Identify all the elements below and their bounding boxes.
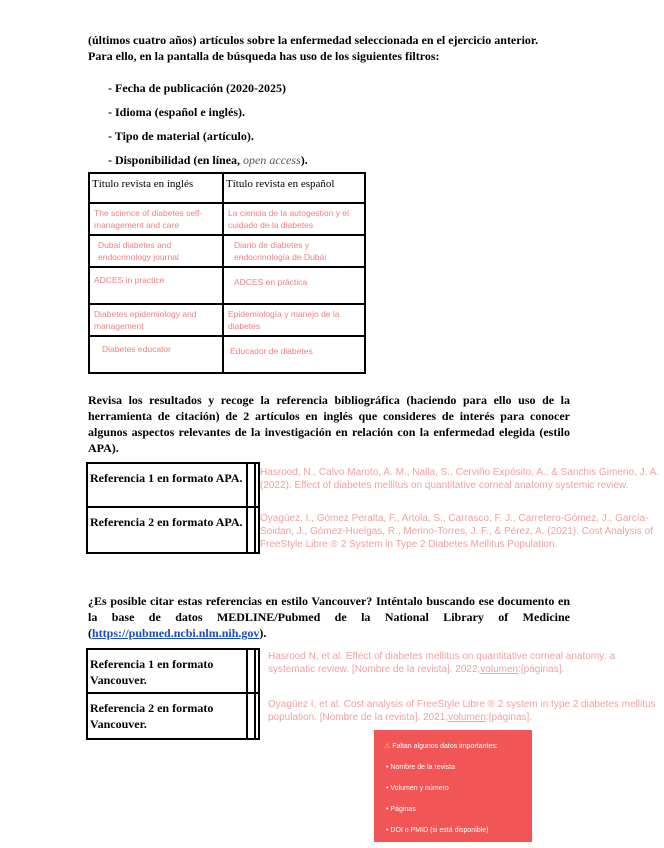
warning-item: • Páginas [386,806,416,813]
pubmed-link[interactable]: https://pubmed.ncbi.nlm.nih.gov [92,626,260,640]
vancouver-instructions: ¿Es posible citar estas referencias en estilo Vancouver? Inténtalo buscando ese documento en la base de datos MEDLINE/Pubmed de la National Library of Medicine (https://pubmed.ncbi.nlm.nih.gov). [88,594,570,640]
apa-ref-1-label: Referencia 1 en formato APA. [90,471,243,485]
column-divider [246,650,256,692]
warning-item: • DOI o PMID (si está disponible) [386,827,489,834]
journal-en: Diabetes educator [89,336,223,373]
table-row [89,203,365,235]
apa-ref-1-row [88,464,258,508]
table-row [89,267,365,304]
journal-es: Diario de diabetes y endocrinología de Dubái [223,235,365,267]
warning-item: • Nombre de la revista [386,764,455,771]
journal-en: Diabetes epidemiology and management [89,304,223,336]
column-divider [246,694,256,738]
filter-list [108,76,308,172]
apa-reference-box [86,462,260,554]
warning-title: ⚠ Faltan algunos datos importantes: [384,743,498,750]
column-divider [246,464,256,506]
vancouver-ref-1-text: Hasrood N, et al. Effect of diabetes mellitus on quantitative corneal anatomy: a systematic review. [Nombre de la revista]. 2022;volumen:[páginas]. [268,651,616,675]
journal-en: ADCES in practice [89,267,223,304]
journal-en: Dubai diabetes and endocrinology journal [89,235,223,267]
vancouver-ref-2-label: Referencia 2 en formato Vancouver. [90,701,214,731]
vancouver-ref-1-row [88,650,258,694]
journals-table [88,172,366,374]
apa-ref-2-row [88,508,258,552]
apa-instructions: Revisa los resultados y recoge la referencia bibliográfica (haciendo para ello uso de la herramienta de citación) de 2 artículos en inglés que consideres de interés para conocer algunos aspectos relevantes de la investigación en relación con la enfermedad elegida (estilo APA). [88,393,570,455]
intro-line-2: Para ello, en la pantalla de búsqueda has uso de los siguientes filtros: [88,49,440,63]
apa-ref-2-label: Referencia 2 en formato APA. [90,515,243,529]
table-row [89,336,365,373]
open-access-text: open access [243,153,301,167]
journal-en: The science of diabetes self-management and care [89,203,223,235]
journal-es: Educador de diabetes [223,336,365,373]
filter-availability: - Disponibilidad (en línea, open access). [108,153,308,167]
table-row [89,304,365,336]
warning-item: • Volumen y número [386,785,449,792]
vancouver-reference-box [86,648,260,740]
intro-paragraph [88,32,608,64]
apa-ref-1-text: Hasrood, N., Calvo Maroto, A. M., Nalla, S., Cerviño Expósito, A., & Sanchis Gimeno, J. A. (2022). Effect of diabetes mellitus on quantitative corneal anatomy systemic review. [260,467,660,491]
filter-material: - Tipo de material (artículo). [108,129,254,143]
journal-es: Epidemiología y manejo de la diabetes [223,304,365,336]
vancouver-ref-1-label: Referencia 1 en formato Vancouver. [90,657,214,687]
journal-es: La ciencia de la autogestión y el cuidado de la diabetes [223,203,365,235]
warning-icon: ⚠ [384,743,391,750]
table-row [89,235,365,267]
filter-date: - Fecha de publicación (2020-2025) [108,81,286,95]
apa-ref-2-text: Oyagüez, I., Gómez Peralta, F., Artola, S., Carrasco, F. J., Carretero-Gómez, J., García-Soidan, J., Gómez-Huelgas, R., Merino-Torres, J. F., & Pérez, A. (2021). Cost Analysis of FreeStyle Libre ® 2 System in Type 2 Diabetes Mellitus Population. [260,513,653,550]
header-english: Título revista en inglés [89,173,223,203]
vancouver-ref-2-row [88,694,258,738]
vancouver-ref-2-text: Oyagüez I, et al. Cost analysis of FreeStyle Libre ® 2 system in type 2 diabetes mellitus population. [Nombre de la revista]. 2021;volumen:[páginas]. [268,699,656,723]
intro-line-1: (últimos cuatro años) artículos sobre la enfermedad seleccionada en el ejercicio anterior. [88,33,539,47]
missing-data-warning [374,730,532,842]
table-header-row [89,173,365,203]
header-spanish: Título revista en español [223,173,365,203]
journal-es: ADCES en práctica [223,267,365,304]
filter-language: - Idioma (español e inglés). [108,105,246,119]
column-divider [246,508,256,552]
